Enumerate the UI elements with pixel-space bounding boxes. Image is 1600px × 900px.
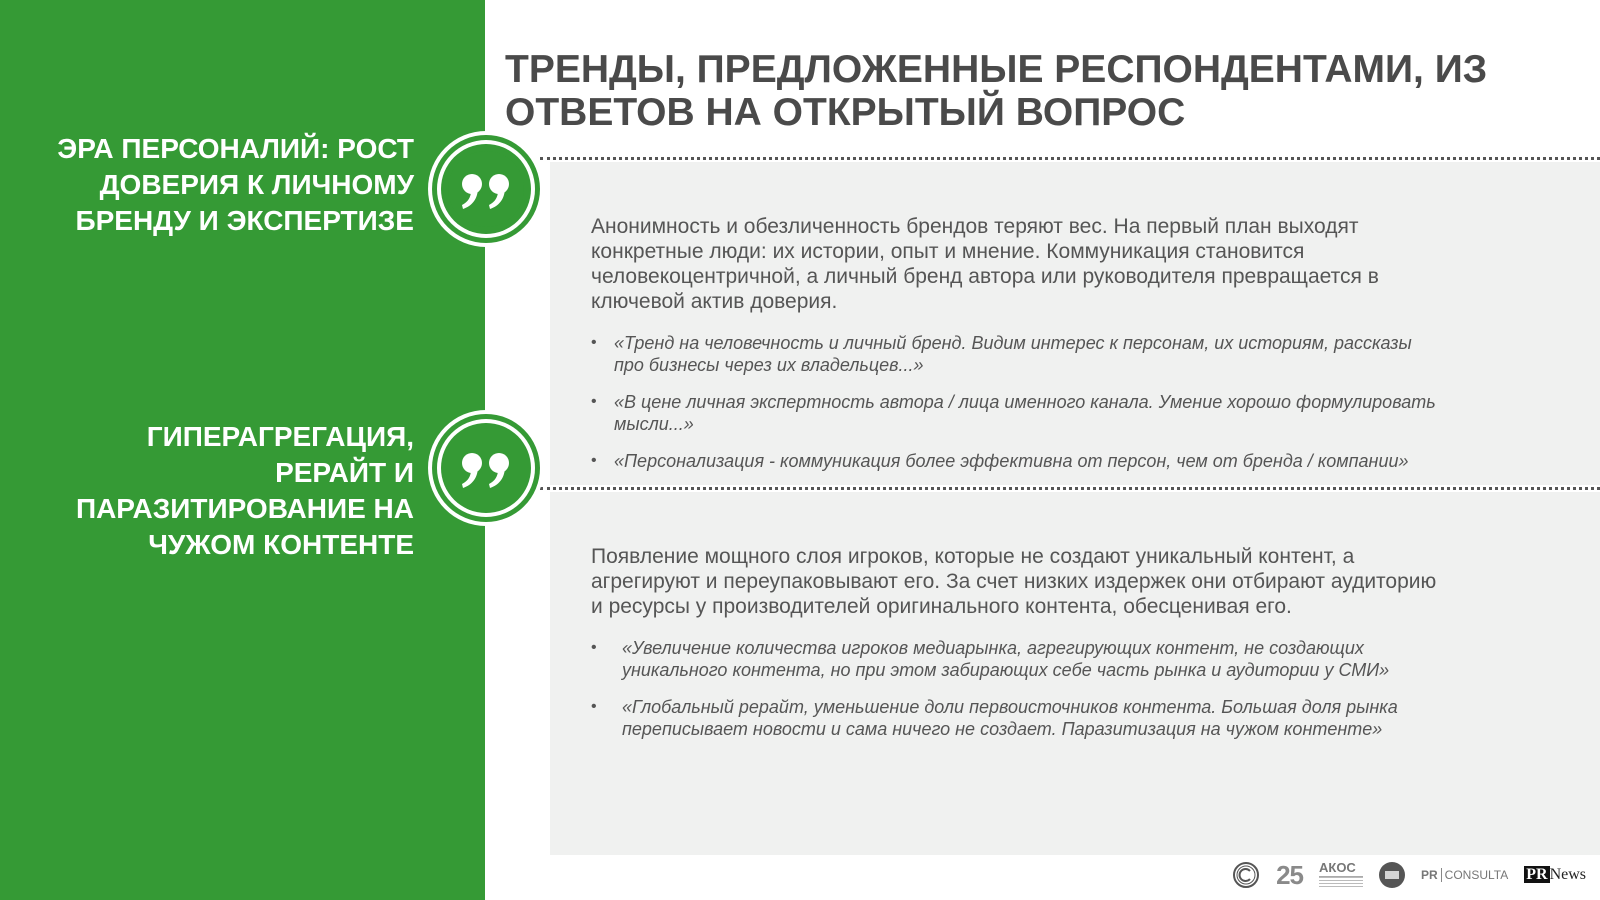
dotted-separator [540,487,1600,490]
quote-mark-icon [426,129,546,249]
akos-logo [1319,861,1363,889]
slide-title-line: ТРЕНДЫ, ПРЕДЛОЖЕННЫЕ РЕСПОНДЕНТАМИ, ИЗ [505,48,1488,91]
anniversary-logo: 25 [1276,859,1303,890]
respondent-quote [591,450,1571,472]
dotted-separator [540,157,1600,160]
bullet-icon: • [591,639,597,656]
trend-title-line: ПАРАЗИТИРОВАНИЕ НА [75,493,414,524]
description-line: и ресурсы у производителей оригинального контента, обесценивая его. [591,595,1292,618]
trend-description [591,214,1551,314]
trend-title-line: ЭРА ПЕРСОНАЛИЙ: РОСТ [57,133,414,164]
quote-line: про бизнесы через их владельцев...» [614,355,924,375]
respondent-quote [591,637,1571,681]
partner-logos [1232,858,1586,892]
bullet-icon: • [591,452,597,469]
trend-title-line: ДОВЕРИЯ К ЛИЧНОМУ [99,169,414,200]
trend-content-box-personalities [550,162,1600,485]
pr-news-name: News [1549,866,1586,883]
quote-line: «Увеличение количества игроков медиарынка, агрегирующих контент, не создающих [622,638,1364,658]
description-line: Анонимность и обезличенность брендов теряют вес. На первый план выходят [591,215,1359,238]
description-line: конкретные люди: их истории, опыт и мнение. Коммуникация становится [591,240,1305,263]
pr-consulta-logo [1421,868,1508,882]
trend-title-line: ГИПЕРАГРЕГАЦИЯ, [146,421,414,452]
pr-consulta-mark: PR [1421,868,1442,882]
quote-line: «Тренд на человечность и личный бренд. Видим интерес к персонам, их историям, рассказы [614,333,1412,353]
trend-description [591,544,1551,619]
trend-title-line: БРЕНДУ И ЭКСПЕРТИЗЕ [75,205,414,236]
bullet-icon: • [591,698,597,715]
slide-title [505,48,1565,134]
quote-line: мысли...» [614,414,694,434]
pr-consulta-name: CONSULTA [1444,868,1509,882]
bullet-icon: • [591,393,597,410]
akos-logo-text: АКОС [1319,860,1356,875]
bullet-icon: • [591,334,597,351]
respondent-quote [591,696,1571,740]
trend-content-box-hyperaggregation [550,492,1600,855]
copyright-icon [1232,861,1260,889]
akos-logo-subtitle [1319,876,1363,889]
respondent-quotes-list [591,637,1571,755]
description-line: ключевой актив доверия. [591,290,838,313]
trend-title-personalities [57,131,414,239]
description-line: агрегируют и переупаковывают его. За счет низких издержек они отбирают аудиторию [591,570,1437,593]
quote-line: уникального контента, но при этом забирающих себе часть рынка и аудитории у СМИ» [622,660,1390,680]
trend-title-line: РЕРАЙТ И [275,457,414,488]
trend-title-line: ЧУЖОМ КОНТЕНТЕ [148,529,414,560]
respondent-quote [591,391,1571,435]
description-line: человекоцентричной, а личный бренд автора или руководителя превращается в [591,265,1379,288]
slide-title-line: ОТВЕТОВ НА ОТКРЫТЫЙ ВОПРОС [505,91,1186,134]
quote-line: «В цене личная экспертность автора / лица именного канала. Умение хорошо формулировать [614,392,1436,412]
quote-line: «Глобальный рерайт, уменьшение доли первоисточников контента. Большая доля рынка [622,697,1398,717]
seal-icon [1379,862,1405,888]
pr-news-mark: PR [1526,866,1548,883]
quote-line: переписывает новости и сама ничего не создает. Паразитизация на чужом контенте» [622,719,1383,739]
description-line: Появление мощного слоя игроков, которые не создают уникальный контент, а [591,545,1355,568]
respondent-quotes-list [591,332,1571,487]
respondent-quote [591,332,1571,376]
trend-title-hyperaggregation [76,419,414,563]
quote-mark-icon [426,408,546,528]
pr-news-logo [1524,866,1586,884]
quote-line: «Персонализация - коммуникация более эффективна от персон, чем от бренда / компании» [614,451,1409,471]
